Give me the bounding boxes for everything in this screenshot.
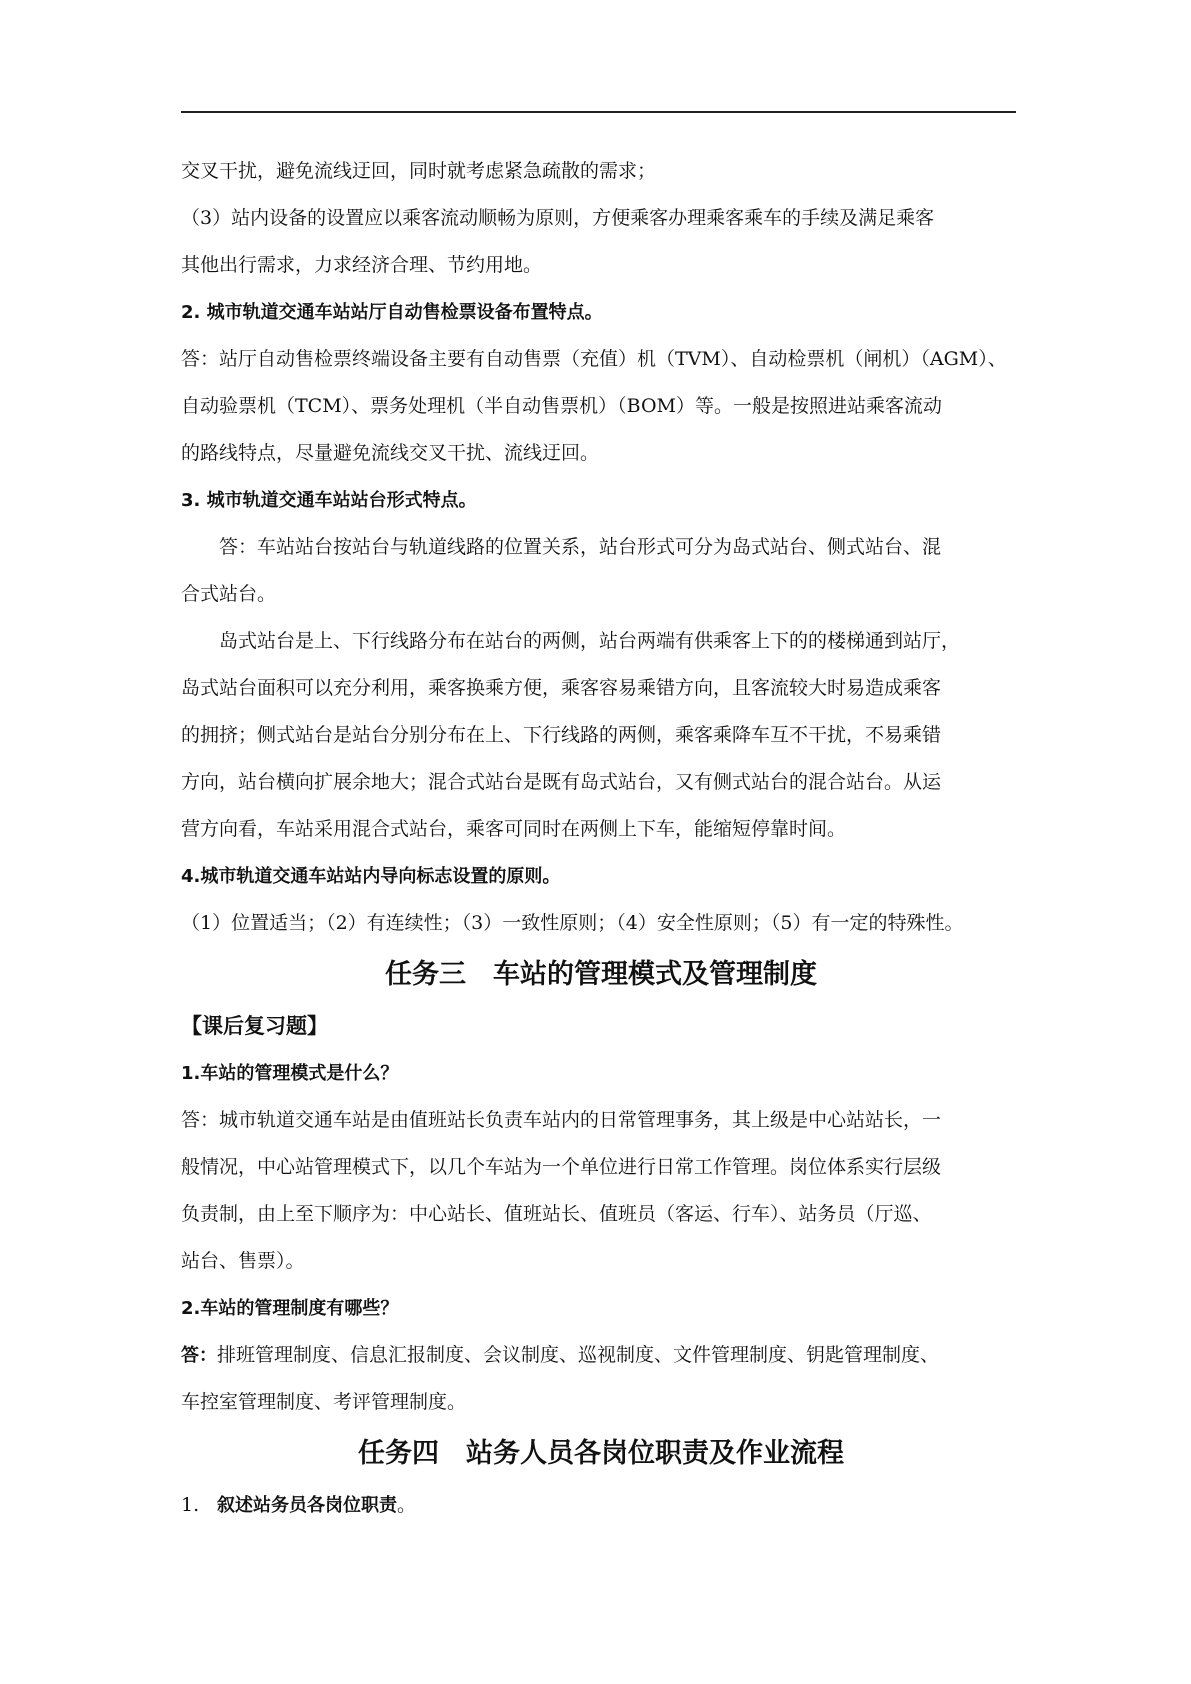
answer-line: 答：站厅自动售检票终端设备主要有自动售票（充值）机（TVM）、自动检票机（闸机）（AGM）、 [181, 348, 1007, 370]
answer-line: 般情况，中心站管理模式下，以几个车站为一个单位进行日常工作管理。岗位体系实行层级 [181, 1156, 942, 1178]
question-period: 。 [397, 1494, 417, 1516]
answer-line [181, 1332, 1021, 1379]
paragraph-line: 其他出行需求，力求经济合理、节约用地。 [181, 254, 543, 276]
answer-line: 站台、售票）。 [181, 1250, 305, 1272]
answer-line: 答：车站站台按站台与轨道线路的位置关系，站台形式可分为岛式站台、侧式站台、混 [219, 536, 942, 558]
answer-line: 的拥挤；侧式站台是站台分别分布在上、下行线路的两侧，乘客乘降车互不干扰，不易乘错 [181, 724, 942, 746]
question-heading: 1.车站的管理模式是什么？ [181, 1063, 399, 1084]
document-body [181, 148, 1021, 1529]
paragraph-line: 交叉干扰，避免流线迂回，同时就考虑紧急疏散的需求； [181, 160, 657, 182]
section-title: 任务三 车站的管理模式及管理制度 [385, 959, 817, 990]
question-heading [181, 1482, 1021, 1529]
question-heading: 4.城市轨道交通车站站内导向标志设置的原则。 [181, 866, 561, 887]
answer-line: 的路线特点，尽量避免流线交叉干扰、流线迂回。 [181, 442, 600, 464]
question-number: 1. [181, 1494, 200, 1516]
section-title: 任务四 站务人员各岗位职责及作业流程 [358, 1438, 844, 1469]
answer-line: 营方向看，车站采用混合式站台，乘客可同时在两侧上下车，能缩短停靠时间。 [181, 818, 847, 840]
answer-line: 车控室管理制度、考评管理制度。 [181, 1391, 467, 1413]
header-rule [181, 111, 1016, 113]
answer-line: 自动验票机（TCM）、票务处理机（半自动售票机）（BOM）等。一般是按照进站乘客流动 [181, 395, 943, 417]
question-heading: 3. 城市轨道交通车站站台形式特点。 [181, 490, 477, 511]
review-heading: 【课后复习题】 [181, 1014, 328, 1038]
answer-line: 岛式站台面积可以充分利用，乘客换乘方便，乘客容易乘错方向，且客流较大时易造成乘客 [181, 677, 942, 699]
answer-label: 答： [181, 1345, 217, 1366]
question-heading: 2. 城市轨道交通车站站厅自动售检票设备布置特点。 [181, 302, 603, 323]
answer-line: 合式站台。 [181, 583, 277, 605]
answer-text: 排班管理制度、信息汇报制度、会议制度、巡视制度、文件管理制度、钥匙管理制度、 [217, 1344, 940, 1366]
answer-line: 方向，站台横向扩展余地大；混合式站台是既有岛式站台，又有侧式站台的混合站台。从运 [181, 771, 942, 793]
paragraph-line: （3）站内设备的设置应以乘客流动顺畅为原则，方便乘客办理乘客乘车的手续及满足乘客 [181, 207, 935, 229]
answer-line: （1）位置适当；（2）有连续性；（3）一致性原则；（4）安全性原则；（5）有一定的特殊性。 [181, 912, 964, 934]
question-heading: 2.车站的管理制度有哪些？ [181, 1298, 399, 1319]
answer-line: 负责制，由上至下顺序为：中心站长、值班站长、值班员（客运、行车）、站务员（厅巡、 [181, 1203, 932, 1225]
question-text: 叙述站务员各岗位职责 [217, 1495, 397, 1516]
answer-line: 岛式站台是上、下行线路分布在站台的两侧，站台两端有供乘客上下的的楼梯通到站厅， [219, 630, 961, 652]
answer-line: 答：城市轨道交通车站是由值班站长负责车站内的日常管理事务，其上级是中心站站长，一 [181, 1109, 942, 1131]
